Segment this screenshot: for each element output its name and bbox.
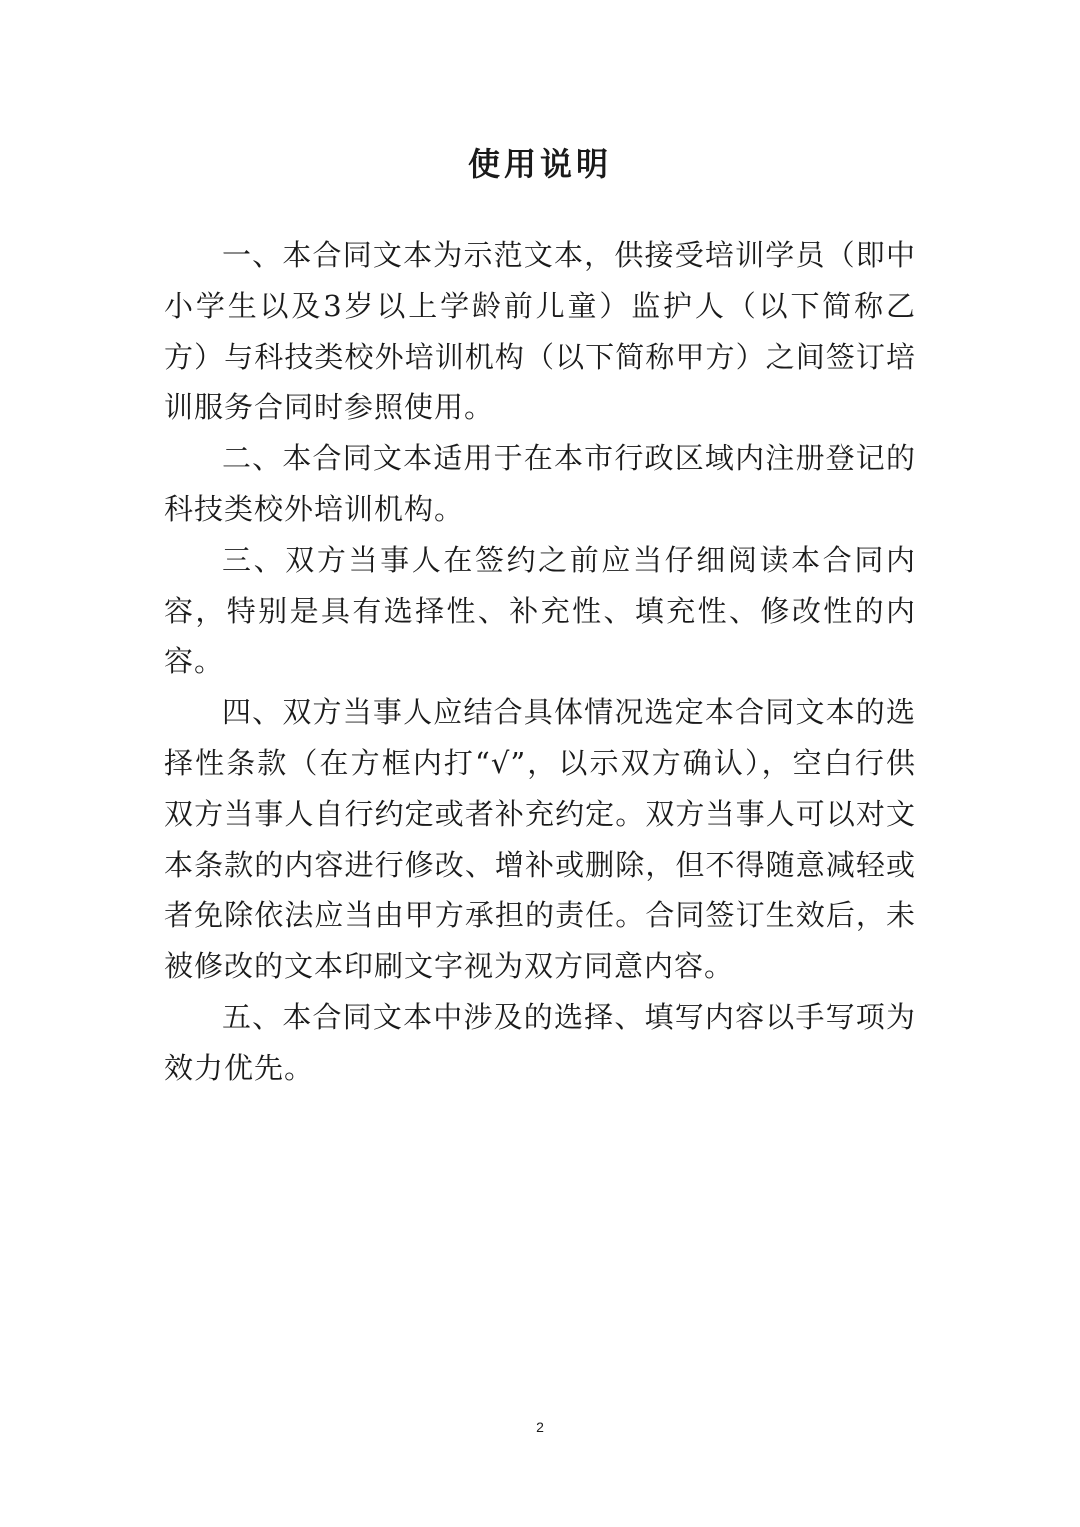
instructions-body	[164, 230, 916, 1094]
instruction-paragraph-2: 二、本合同文本适用于在本市行政区域内注册登记的科技类校外培训机构。	[164, 441, 916, 526]
instruction-paragraph-4: 四、双方当事人应结合具体情况选定本合同文本的选择性条款（在方框内打“√”，以示双方确认），空白行供双方当事人自行约定或者补充约定。双方当事人可以对文本条款的内容进行修改、增补或删除，但不得随意减轻或者免除依法应当由甲方承担的责任。合同签订生效后，未被修改的文本印刷文字视为双方同意内容。	[164, 695, 916, 984]
instruction-paragraph-1: 一、本合同文本为示范文本，供接受培训学员（即中小学生以及3岁以上学龄前儿童）监护人（以下简称乙方）与科技类校外培训机构（以下简称甲方）之间签订培训服务合同时参照使用。	[164, 238, 916, 425]
instruction-paragraph-5: 五、本合同文本中涉及的选择、填写内容以手写项为效力优先。	[164, 999, 916, 1085]
page-number: 2	[536, 1419, 544, 1435]
document-title: 使用说明	[467, 145, 612, 183]
instruction-paragraph-3: 三、双方当事人在签约之前应当仔细阅读本合同内容，特别是具有选择性、补充性、填充性、修改性的内容。	[164, 542, 916, 679]
